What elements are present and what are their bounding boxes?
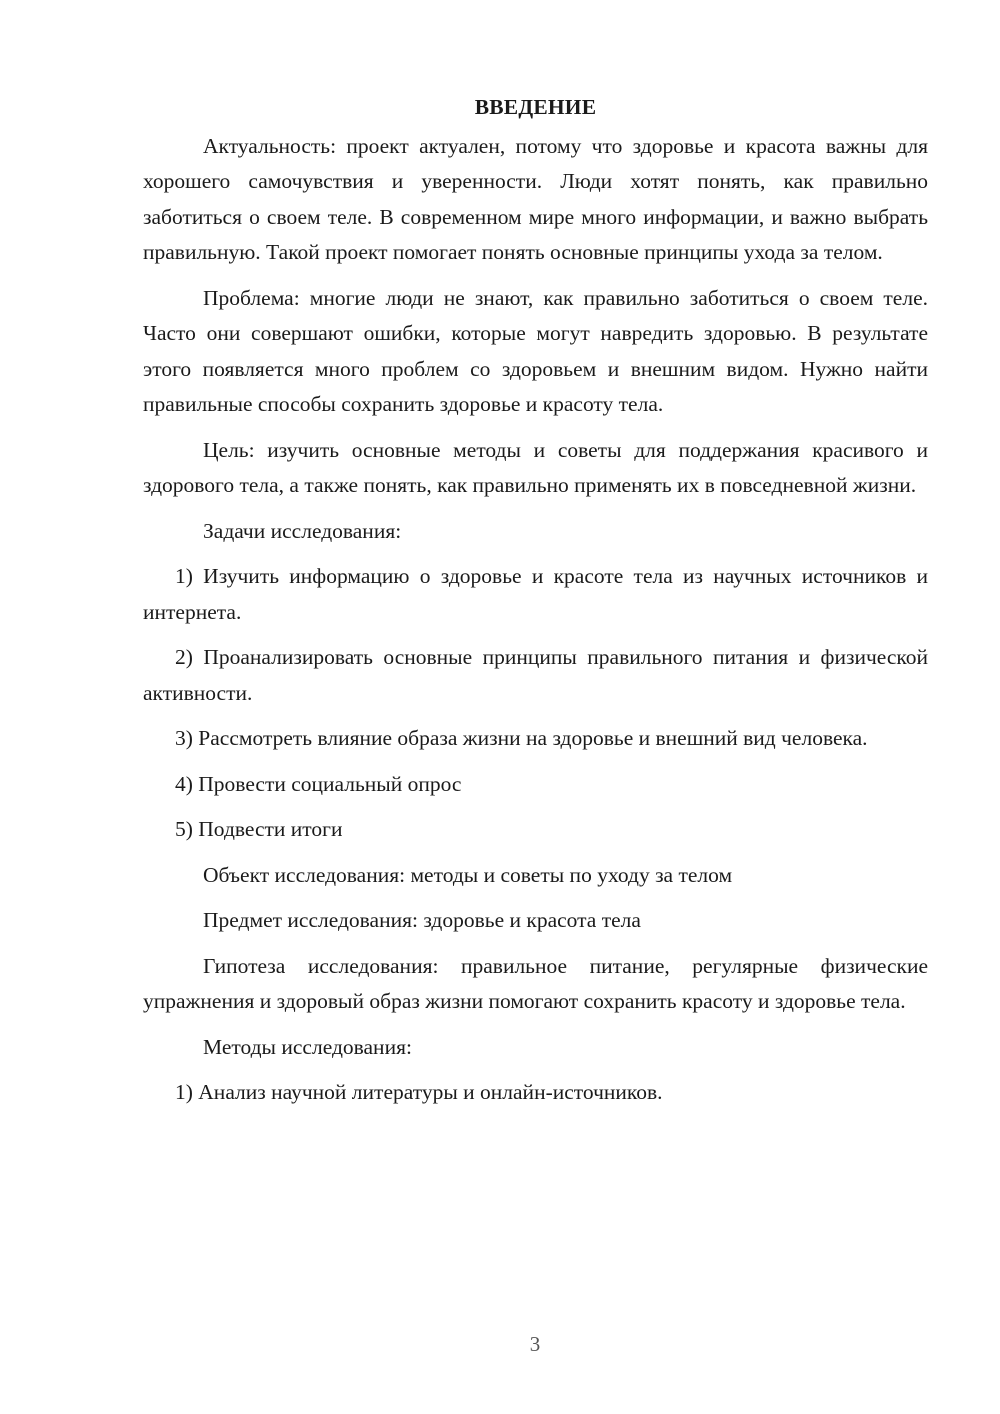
task-item: 3) Рассмотреть влияние образа жизни на здоровье и внешний вид человека. xyxy=(175,726,868,750)
problem-paragraph: Проблема: многие люди не знают, как правильно заботиться о своем теле. Часто они совершают ошибки, которые могут навредить здоровью. В результате этого появляется много проблем со здоровьем и внешним видом. Нужно найти правильные способы сохранить здоровье и красоту тела. xyxy=(143,285,928,416)
task-item: 1) Изучить информацию о здоровье и красоте тела из научных источников и интернета. xyxy=(143,564,928,624)
page-number: 3 xyxy=(529,1332,541,1356)
tasks-heading: Задачи исследования: xyxy=(203,518,402,543)
method-item: 1) Анализ научной литературы и онлайн-источников. xyxy=(175,1080,663,1104)
relevance-paragraph: Актуальность: проект актуален, потому что здоровье и красота важны для хорошего самочувствия и уверенности. Люди хотят понять, как правильно заботиться о своем теле. В современном мире много информации, и важно выбрать правильную. Такой проект помогает понять основные принципы ухода за телом. xyxy=(143,133,928,264)
goal-paragraph: Цель: изучить основные методы и советы для поддержания красивого и здорового тела, а также понять, как правильно применять их в повседневной жизни. xyxy=(143,437,928,497)
hypothesis-paragraph: Гипотеза исследования: правильное питание, регулярные физические упражнения и здоровый образ жизни помогают сохранить красоту и здоровье тела. xyxy=(143,953,928,1013)
methods-heading: Методы исследования: xyxy=(203,1034,412,1059)
section-heading: ВВЕДЕНИЕ xyxy=(474,95,597,119)
task-item: 2) Проанализировать основные принципы правильного питания и физической активности. xyxy=(143,645,928,705)
page-content xyxy=(143,90,928,1121)
task-item: 5) Подвести итоги xyxy=(175,817,343,841)
research-object: Объект исследования: методы и советы по уходу за телом xyxy=(203,862,733,887)
research-subject: Предмет исследования: здоровье и красота тела xyxy=(203,908,641,932)
task-item: 4) Провести социальный опрос xyxy=(175,771,462,796)
